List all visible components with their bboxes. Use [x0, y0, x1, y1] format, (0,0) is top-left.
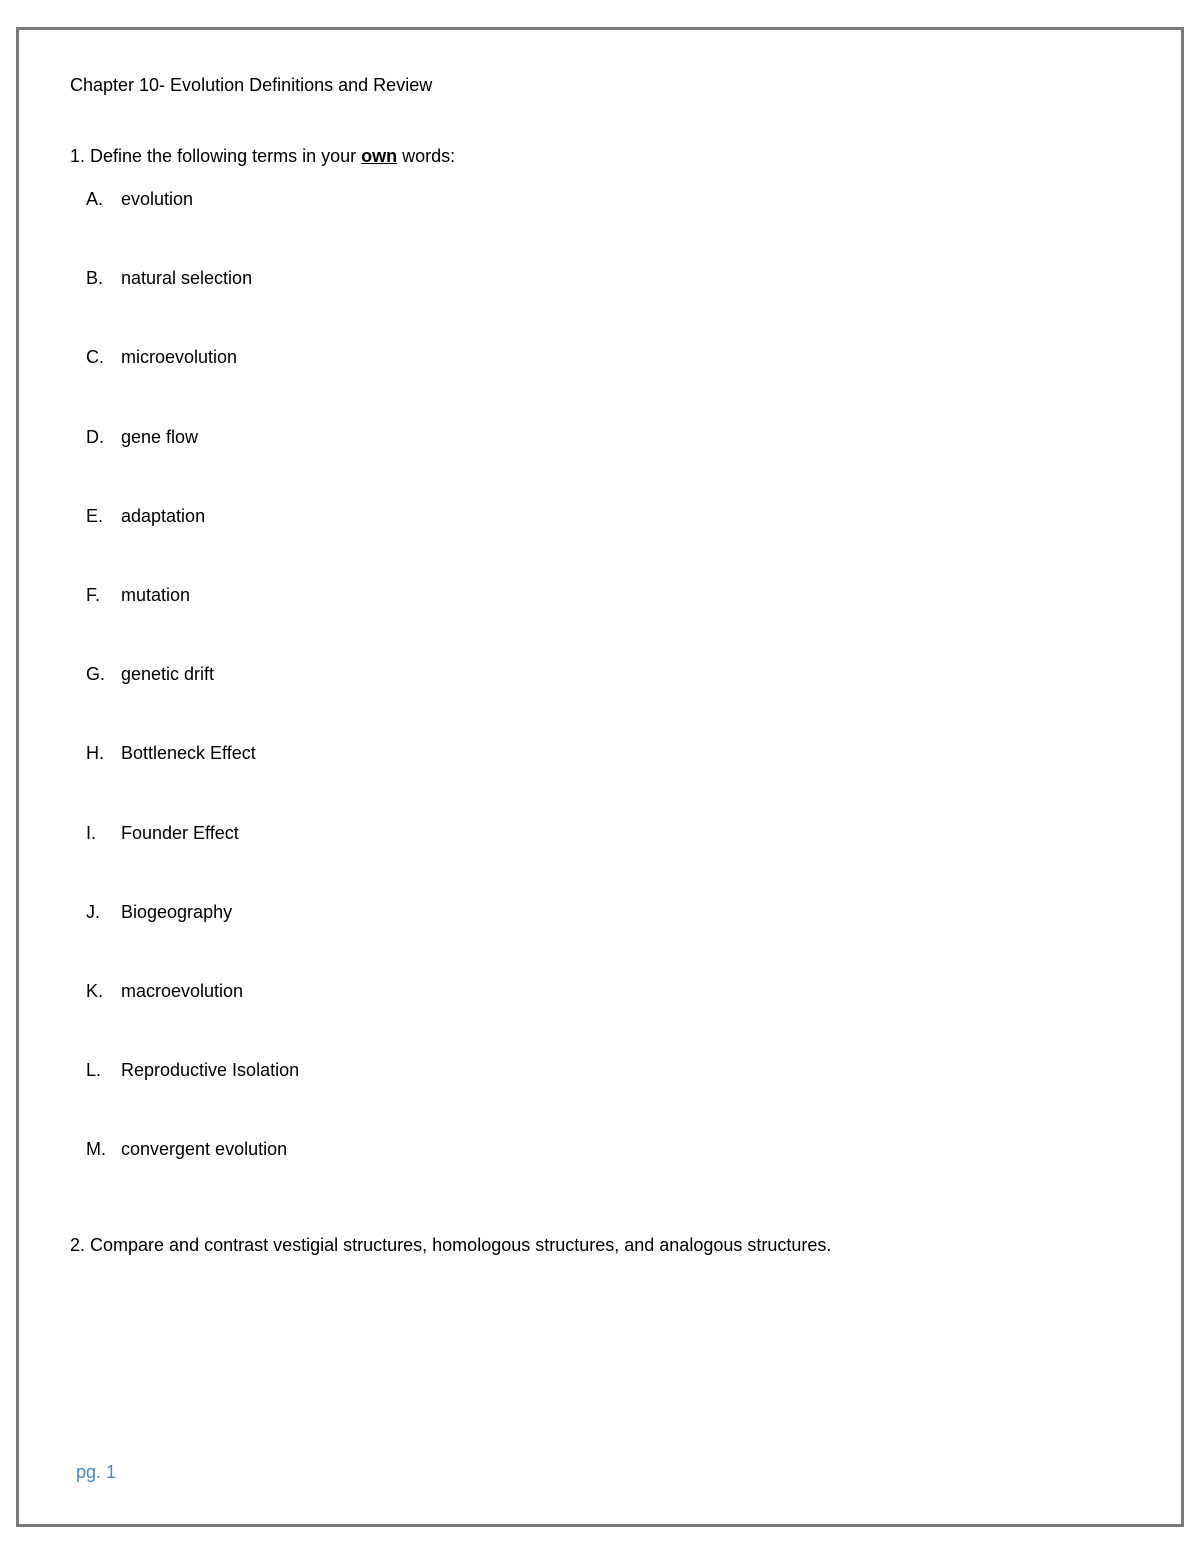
- term-text: macroevolution: [121, 980, 244, 1001]
- document-title: Chapter 10- Evolution Definitions and Review: [70, 75, 433, 95]
- term-item: [86, 900, 299, 979]
- term-text: natural selection: [121, 268, 253, 289]
- page-number: pg. 1: [76, 1462, 117, 1482]
- term-text: Bottleneck Effect: [121, 743, 256, 764]
- term-letter: D.: [86, 426, 104, 447]
- term-text: Founder Effect: [121, 822, 239, 843]
- term-text: microevolution: [121, 347, 238, 368]
- term-letter: B.: [86, 268, 104, 289]
- term-item: [86, 583, 299, 662]
- term-item: [86, 345, 299, 424]
- term-item: [86, 741, 299, 820]
- term-letter: H.: [86, 743, 104, 764]
- term-item: [86, 662, 299, 741]
- term-letter: A.: [86, 189, 104, 209]
- question-1-prefix: 1. Define the following terms in your: [70, 146, 362, 166]
- question-2: 2. Compare and contrast vestigial structures, homologous structures, and analogous structures.: [70, 1235, 832, 1255]
- term-item: [86, 187, 299, 266]
- term-text: adaptation: [121, 505, 206, 526]
- term-letter: L.: [86, 1060, 102, 1081]
- term-text: Reproductive Isolation: [121, 1060, 300, 1081]
- term-item: [86, 266, 299, 345]
- term-text: Biogeography: [121, 901, 233, 922]
- term-text: gene flow: [121, 426, 199, 447]
- term-letter: E.: [86, 505, 104, 526]
- term-letter: F.: [86, 584, 101, 605]
- question-1: [70, 144, 455, 168]
- term-item: [86, 979, 299, 1058]
- term-item: [86, 425, 299, 504]
- term-letter: K.: [86, 980, 104, 1001]
- term-letter: C.: [86, 347, 104, 368]
- term-item: [86, 1058, 299, 1137]
- term-item: [86, 504, 299, 583]
- term-letter: G.: [86, 664, 106, 685]
- question-1-emphasis: own: [361, 146, 398, 166]
- term-letter: J.: [86, 901, 101, 922]
- term-item: [86, 1137, 299, 1216]
- term-text: evolution: [121, 189, 194, 209]
- term-item: [86, 821, 299, 900]
- term-letter: M.: [86, 1139, 106, 1160]
- term-text: mutation: [121, 584, 191, 605]
- term-text: convergent evolution: [121, 1139, 288, 1160]
- term-letter: I.: [86, 822, 97, 843]
- question-1-suffix: words:: [397, 146, 456, 166]
- term-text: genetic drift: [121, 664, 215, 685]
- term-list: [86, 187, 299, 1216]
